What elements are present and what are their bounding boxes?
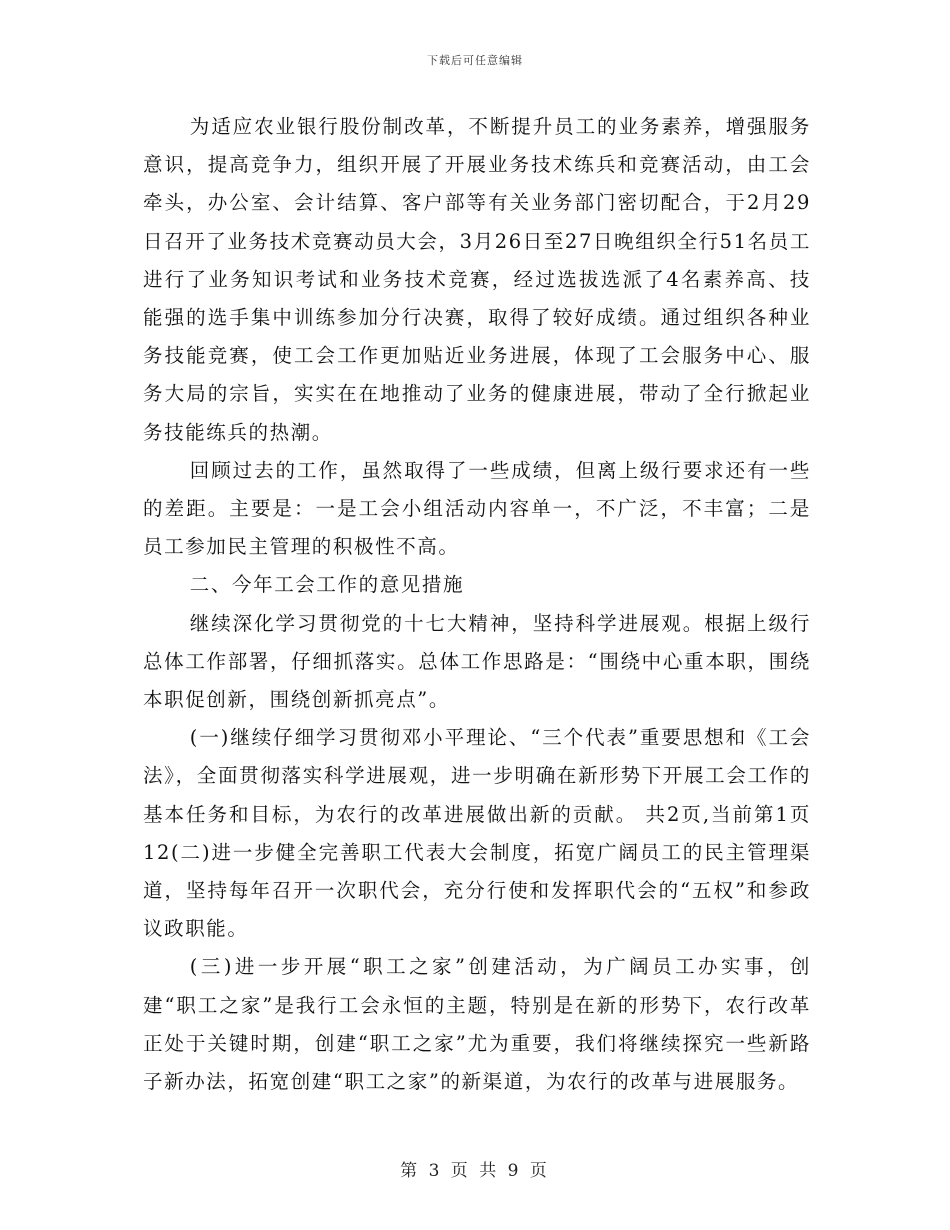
paragraph-review-shortcomings: 回顾过去的工作，虽然取得了一些成绩，但离上级行要求还有一些的差距。主要是：一是工会小组活动内容单一，不广泛，不丰富；二是员工参加民主管理的积极性不高。 xyxy=(143,458,811,559)
paragraph-skill-competition: 为适应农业银行股份制改革，不断提升员工的业务素养，增强服务意识，提高竞争力，组织开展了开展业务技术练兵和竞赛活动，由工会牵头，办公室、会计结算、客户部等有关业务部门密切配合，于2月29日召开了业务技术竞赛动员大会，3月26日至27日晚组织全行51名员工进行了业务知识考试和业务技术竞赛，经过选拔选派了4名素养高、技能强的选手集中训练参加分行决赛，取得了较好成绩。通过组织各种业务技能竞赛，使工会工作更加贴近业务进展，体现了工会服务中心、服务大局的宗旨，实实在在地推动了业务的健康进展，带动了全行掀起业务技能练兵的热潮。 xyxy=(143,115,811,444)
document-body xyxy=(143,108,811,1101)
paragraph-item-one-two: (一)继续仔细学习贯彻邓小平理论、“三个代表”重要思想和《工会法》，全面贯彻落实科学进展观，进一步明确在新形势下开展工会工作的基本任务和目标，为农行的改革进展做出新的贡献。 共2页,当前第1页12(二)进一步健全完善职工代表大会制度，拓宽广阔员工的民主管理渠道，坚持每年召开一次职代会，充分行使和发挥职代会的“五权”和参政议政职能。 xyxy=(143,726,811,941)
paragraph-item-three: (三)进一步开展“职工之家”创建活动，为广阔员工办实事，创建“职工之家”是我行工会永恒的主题，特别是在新的形势下，农行改革正处于关键时期，创建“职工之家”尤为重要，我们将继续探究一些新路子新办法，拓宽创建“职工之家”的新渠道，为农行的改革与进展服务。 xyxy=(143,955,811,1094)
section-heading-measures: 二、今年工会工作的意见措施 xyxy=(189,573,465,597)
page-number-footer: 第 3 页 共 9 页 xyxy=(400,1161,550,1181)
page-header-note: 下载后可任意编辑 xyxy=(427,54,523,67)
paragraph-work-approach: 继续深化学习贯彻党的十七大精神，坚持科学进展观。根据上级行总体工作部署，仔细抓落实。总体工作思路是：“围绕中心重本职，围绕本职促创新，围绕创新抓亮点”。 xyxy=(143,611,811,712)
